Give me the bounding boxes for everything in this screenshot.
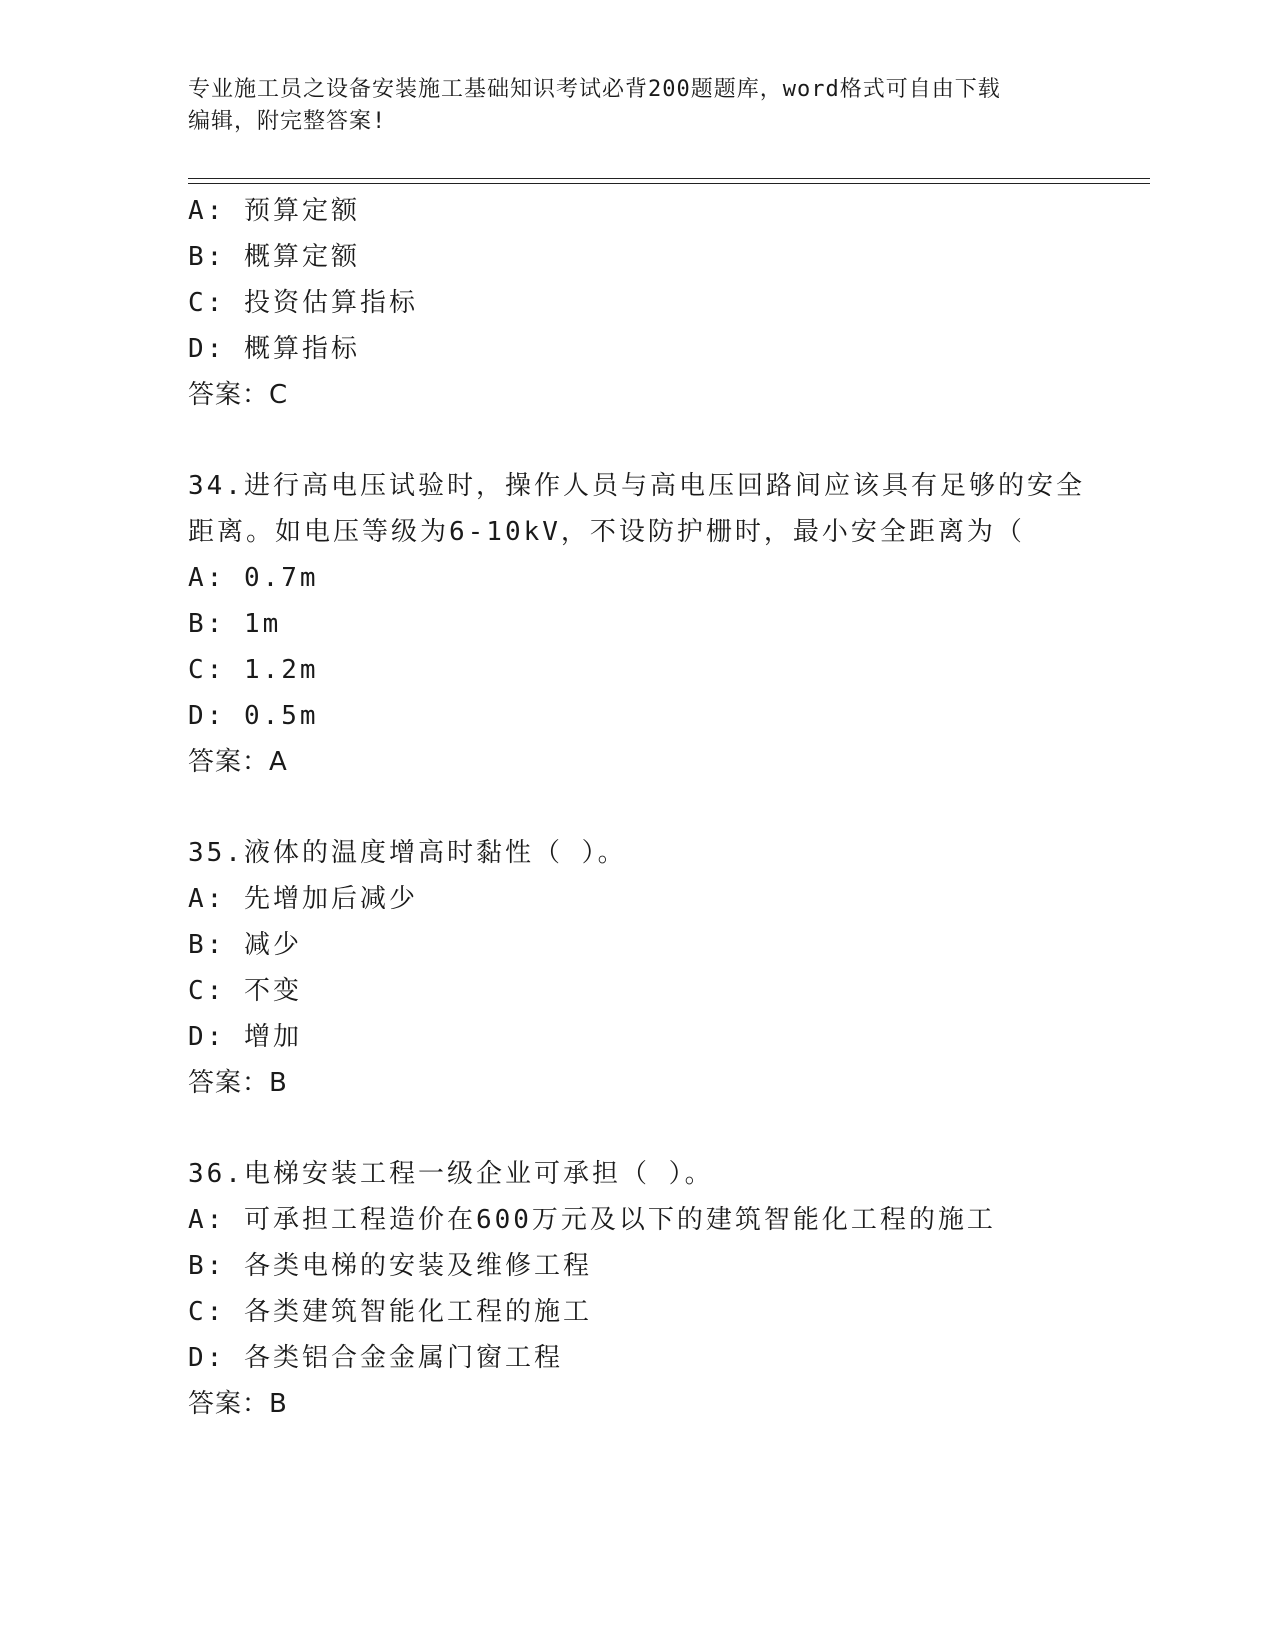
question-text-line-2: 距离。如电压等级为6-10kV，不设防护栅时，最小安全距离为（	[188, 517, 1025, 547]
option-d: D: 增加	[188, 1022, 302, 1052]
header-rule-top	[188, 178, 1150, 179]
option-d: D: 概算指标	[188, 334, 360, 364]
option-c: C: 不变	[188, 976, 302, 1006]
option-d: D: 0.5m	[188, 701, 319, 731]
option-c: C: 投资估算指标	[188, 288, 418, 318]
option-a: A: 预算定额	[188, 196, 360, 226]
header-line-2: 编辑，附完整答案!	[188, 109, 387, 134]
answer: 答案：B	[188, 1389, 288, 1419]
option-a: A: 可承担工程造价在600万元及以下的建筑智能化工程的施工	[188, 1205, 996, 1235]
option-d: D: 各类铝合金金属门窗工程	[188, 1343, 563, 1373]
answer: 答案：A	[188, 747, 288, 777]
question-text: 35.液体的温度增高时黏性（ ）。	[188, 838, 627, 868]
option-b: B: 各类电梯的安装及维修工程	[188, 1251, 592, 1281]
option-c: C: 各类建筑智能化工程的施工	[188, 1297, 592, 1327]
header-rule-bottom	[188, 183, 1150, 184]
answer: 答案：B	[188, 1068, 288, 1098]
option-a: A: 先增加后减少	[188, 884, 418, 914]
question-list	[188, 188, 1088, 1427]
question-34	[188, 463, 1088, 785]
option-c: C: 1.2m	[188, 655, 319, 685]
question-33	[188, 188, 1088, 418]
question-36	[188, 1151, 1088, 1427]
question-35	[188, 830, 1088, 1106]
document-header	[188, 74, 1068, 138]
question-text-line-1: 34.进行高电压试验时，操作人员与高电压回路间应该具有足够的安全	[188, 471, 1085, 501]
answer: 答案：C	[188, 380, 289, 410]
question-text: 36.电梯安装工程一级企业可承担（ ）。	[188, 1159, 714, 1189]
option-b: B: 1m	[188, 609, 282, 639]
option-b: B: 概算定额	[188, 242, 360, 272]
option-a: A: 0.7m	[188, 563, 319, 593]
option-b: B: 减少	[188, 930, 302, 960]
header-line-1: 专业施工员之设备安装施工基础知识考试必背200题题库，word格式可自由下载	[188, 77, 1001, 102]
